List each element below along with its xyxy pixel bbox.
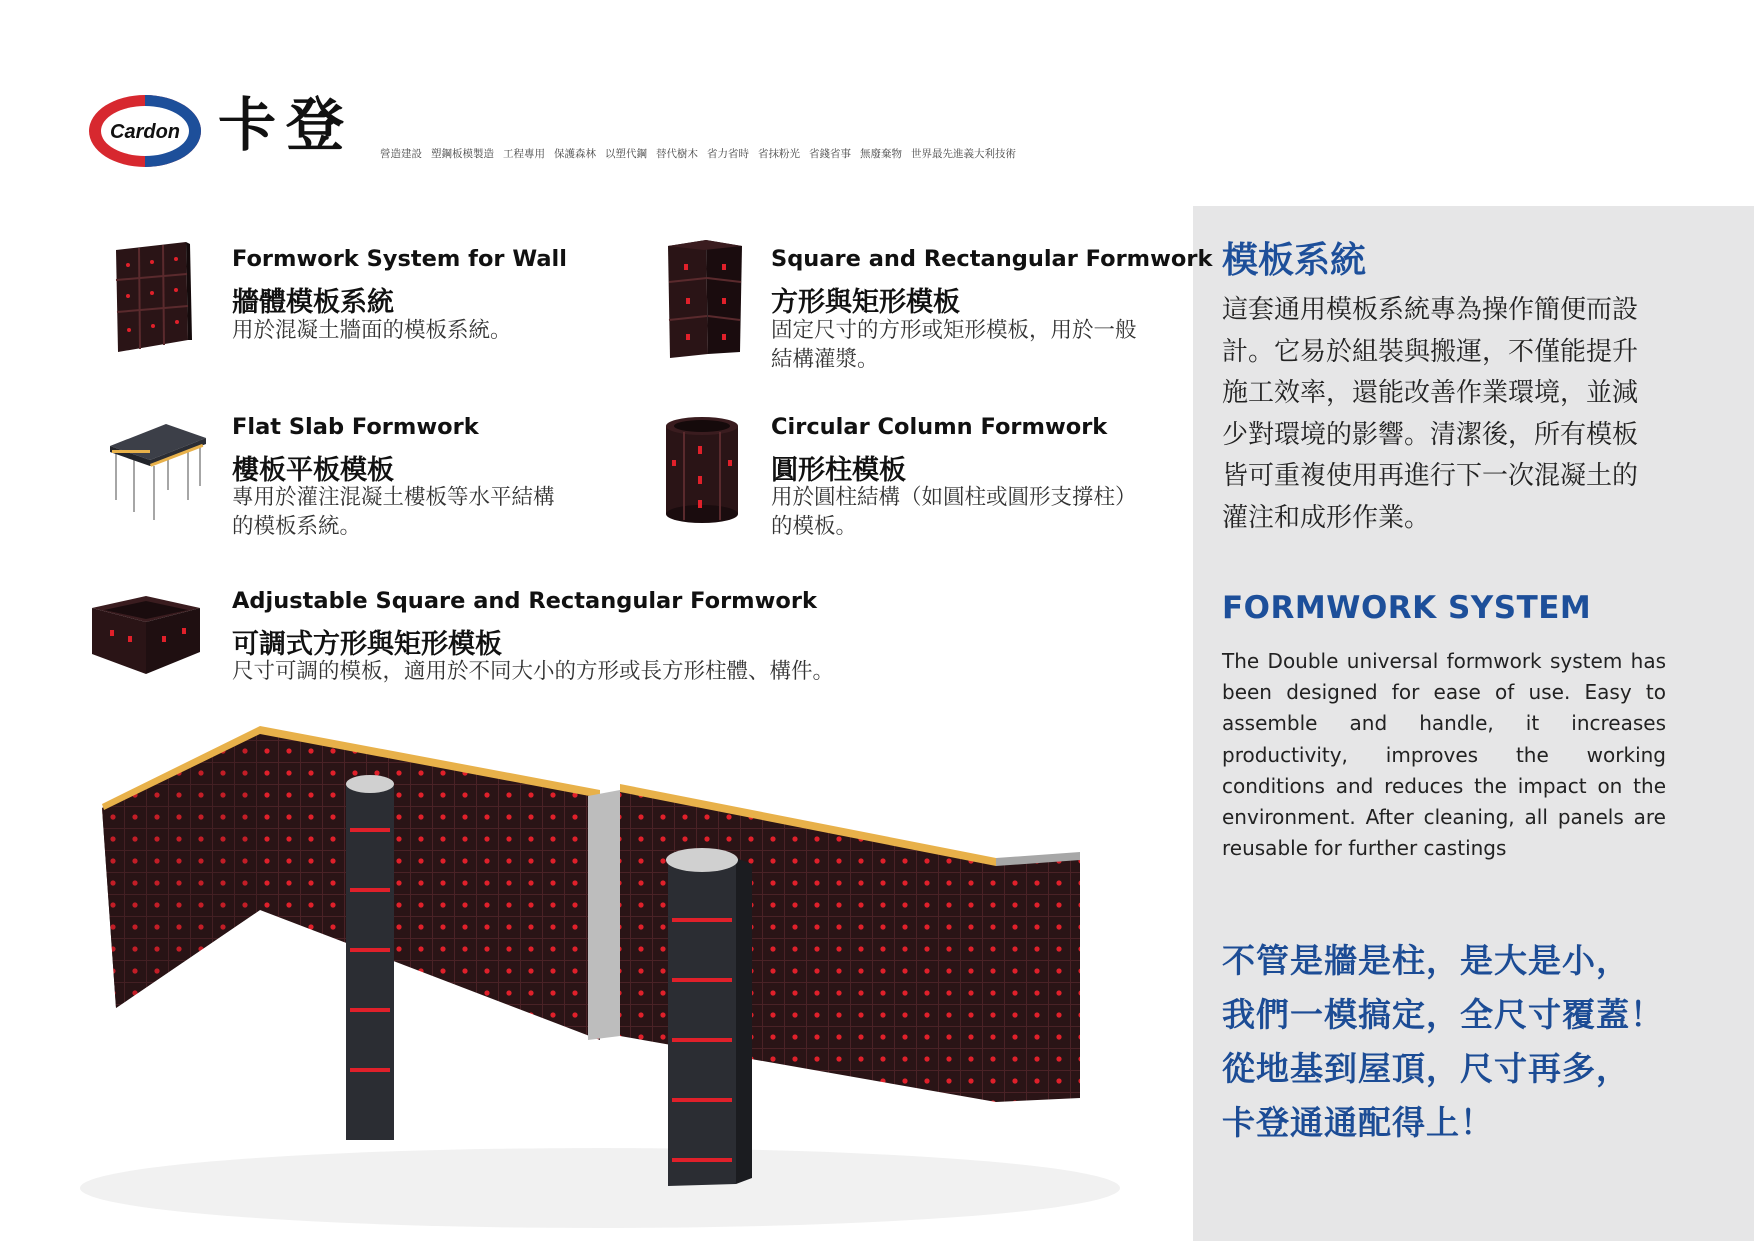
side-body-zh-line: 灌注和成形作業。 bbox=[1222, 502, 1431, 533]
adjustable-formwork-icon bbox=[90, 588, 202, 674]
product-title-en: Circular Column Formwork bbox=[771, 414, 1108, 440]
tagline-item: 省力省時 bbox=[707, 148, 749, 160]
product-desc-line: 的模板。 bbox=[771, 514, 858, 539]
product-title-zh: 可調式方形與矩形模板 bbox=[232, 629, 502, 660]
slab-formwork-icon bbox=[108, 420, 208, 520]
tagline-item: 省抹粉光 bbox=[758, 148, 800, 160]
product-desc-line: 固定尺寸的方形或矩形模板，用於一般 bbox=[771, 318, 1137, 343]
side-body-en: The Double universal formwork system has been designed for ease of use. Easy to assemble and handle, it increases productivity, improves the working conditions and reduces the impact on the environment. After cleaning, all panels are reusable for further castings bbox=[1222, 649, 1666, 861]
product-title-zh: 牆體模板系統 bbox=[232, 287, 394, 318]
side-body-zh-line: 這套通用模板系統專為操作簡便而設 bbox=[1222, 295, 1639, 325]
tagline-item: 省錢省事 bbox=[809, 148, 851, 160]
side-title-en: FORMWORK SYSTEM bbox=[1222, 590, 1592, 626]
slogan-line: 我們一模搞定，全尺寸覆蓋！ bbox=[1222, 995, 1664, 1034]
side-body-zh-line: 計。它易於組裝與搬運，不僅能提升 bbox=[1222, 336, 1639, 367]
tagline-row bbox=[380, 146, 1016, 161]
wall-formwork-icon bbox=[112, 240, 192, 352]
logo-wordmark: Cardon bbox=[110, 121, 180, 143]
formwork-assembly-illustration bbox=[80, 718, 1160, 1228]
slogan-block bbox=[1222, 934, 1742, 1150]
square-column-formwork-icon bbox=[666, 236, 746, 358]
product-desc-line: 尺寸可調的模板，適用於不同大小的方形或長方形柱體、構件。 bbox=[232, 659, 835, 684]
product-desc bbox=[771, 316, 1137, 374]
tagline-item: 塑鋼板模製造 bbox=[431, 148, 494, 160]
product-desc bbox=[232, 316, 512, 345]
brand-name: 卡登 bbox=[218, 91, 355, 159]
side-body-zh bbox=[1222, 290, 1666, 539]
product-title-en: Adjustable Square and Rectangular Formwork bbox=[232, 588, 817, 614]
side-body-zh-line: 少對環境的影響。清潔後，所有模板 bbox=[1222, 419, 1639, 450]
product-desc-line: 的模板系統。 bbox=[232, 514, 362, 539]
tagline-item: 工程專用 bbox=[503, 148, 545, 160]
product-desc bbox=[771, 483, 1137, 541]
product-title-en: Flat Slab Formwork bbox=[232, 414, 479, 440]
product-title-zh: 方形與矩形模板 bbox=[771, 287, 960, 318]
tagline-item: 世界最先進義大利技術 bbox=[911, 148, 1016, 160]
product-desc-line: 結構灌漿。 bbox=[771, 347, 879, 372]
tagline-item: 以塑代鋼 bbox=[605, 148, 647, 160]
circular-column-formwork-icon bbox=[662, 416, 742, 524]
slogan-line: 卡登通通配得上！ bbox=[1222, 1103, 1494, 1142]
product-desc-line: 用於混凝土牆面的模板系統。 bbox=[232, 318, 512, 343]
cardon-logo bbox=[86, 92, 204, 170]
product-title-en: Formwork System for Wall bbox=[232, 246, 567, 272]
product-title-zh: 樓板平板模板 bbox=[232, 455, 394, 486]
tagline-item: 營造建設 bbox=[380, 148, 422, 160]
side-title-zh: 模板系統 bbox=[1222, 240, 1367, 281]
tagline-item: 替代樹木 bbox=[656, 148, 698, 160]
product-desc-line: 用於圓柱結構（如圓柱或圓形支撐柱） bbox=[771, 485, 1137, 510]
side-body-zh-line: 施工效率，還能改善作業環境，並減 bbox=[1222, 378, 1639, 408]
slogan-line: 不管是牆是柱，是大是小， bbox=[1222, 941, 1630, 980]
product-desc bbox=[232, 657, 834, 686]
product-title-en: Square and Rectangular Formwork bbox=[771, 246, 1213, 272]
side-body-zh-line: 皆可重複使用再進行下一次混凝土的 bbox=[1222, 461, 1639, 491]
tagline-item: 保護森林 bbox=[554, 148, 596, 160]
product-title-zh: 圓形柱模板 bbox=[771, 455, 906, 486]
slogan-line: 從地基到屋頂，尺寸再多， bbox=[1222, 1049, 1630, 1088]
product-desc bbox=[232, 483, 555, 541]
product-desc-line: 專用於灌注混凝土樓板等水平結構 bbox=[232, 485, 555, 510]
tagline-item: 無廢棄物 bbox=[860, 148, 902, 160]
